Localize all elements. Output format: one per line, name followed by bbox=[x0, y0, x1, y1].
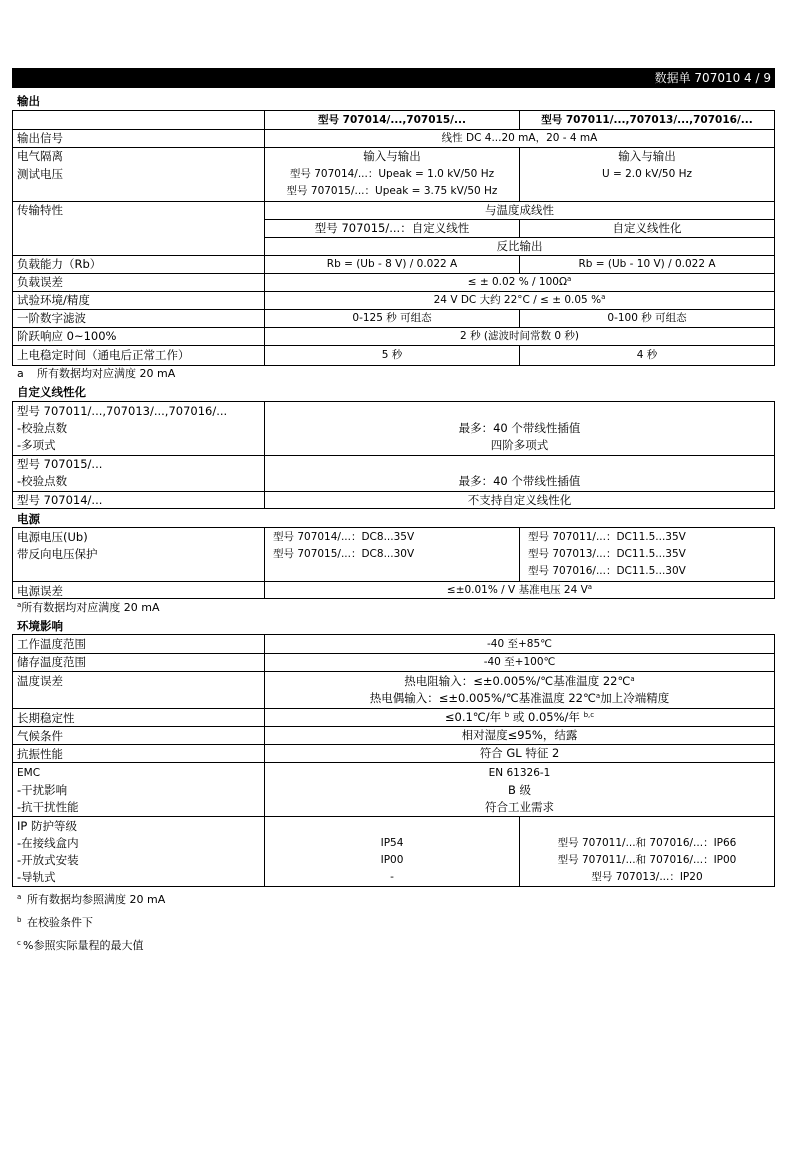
cell-text: 0-125 秒 可组态 bbox=[352, 312, 432, 324]
cell-text: 最多：40 个带线性插值 bbox=[458, 421, 581, 435]
env-table bbox=[12, 634, 775, 887]
row-label: 电气隔离 bbox=[17, 149, 63, 163]
row-divider bbox=[13, 762, 774, 763]
row-label: EMC bbox=[17, 767, 41, 779]
row-divider bbox=[13, 671, 774, 672]
cell-text: 输入与输出 bbox=[618, 149, 676, 163]
col-divider bbox=[519, 528, 520, 581]
row-divider bbox=[13, 744, 774, 745]
row-label: 试验环境/精度 bbox=[17, 293, 90, 307]
cell-text: ≤0.1℃/年 $^b$ 或 0.05%/年 $^{b,c}$ bbox=[444, 710, 595, 724]
row-label: 电源误差 bbox=[17, 584, 63, 598]
page-header-bar bbox=[12, 68, 775, 88]
row-divider bbox=[13, 708, 774, 709]
row-label: -在接线盒内 bbox=[17, 836, 79, 850]
row-label: 测试电压 bbox=[17, 167, 63, 181]
row-label: 负载误差 bbox=[17, 275, 63, 289]
cell-text: 相对湿度≤95%，结露 bbox=[461, 728, 578, 742]
row-divider bbox=[264, 237, 774, 238]
cell-text: 符合工业需求 bbox=[485, 800, 554, 814]
cell-text: 型号 707016/...：DC11.5...30V bbox=[528, 565, 686, 577]
row-divider bbox=[264, 219, 774, 220]
cell-text: 2 秒 (滤波时间常数 0 秒) bbox=[460, 330, 579, 342]
cell-text: 型号 707011/...：DC11.5...35V bbox=[528, 531, 686, 543]
section-title-env: 环境影响 bbox=[17, 619, 63, 633]
row-label: 抗振性能 bbox=[17, 747, 63, 761]
row-label: 型号 707011/...,707013/...,707016/... bbox=[17, 404, 228, 418]
section-title-custom: 自定义线性化 bbox=[17, 385, 86, 399]
row-label: 带反向电压保护 bbox=[17, 547, 98, 561]
footnote-c: $^c$ %参照实际量程的最大值 bbox=[17, 939, 144, 952]
cell-text: - bbox=[390, 871, 394, 883]
cell-text: EN 61326-1 bbox=[488, 767, 551, 779]
cell-text: 四阶多项式 bbox=[490, 438, 549, 452]
row-label: 型号 707015/... bbox=[17, 457, 103, 471]
row-divider bbox=[13, 455, 774, 456]
footnote: $^a$所有数据均对应满度 20 mA bbox=[17, 601, 160, 614]
power-table bbox=[12, 527, 775, 599]
row-label: 气候条件 bbox=[17, 729, 63, 743]
col-header-a: 型号 707014/...,707015/... bbox=[318, 114, 466, 126]
row-label: 上电稳定时间（通电后正常工作） bbox=[17, 348, 190, 362]
row-label: -校验点数 bbox=[17, 474, 68, 488]
cell-text: 型号 707014/...：Upeak = 1.0 kV/50 Hz bbox=[289, 168, 495, 180]
cell-text: 型号 707015/...：DC8...30V bbox=[273, 548, 415, 560]
row-divider bbox=[13, 201, 774, 202]
cell-text: B 级 bbox=[507, 783, 532, 797]
row-divider bbox=[13, 726, 774, 727]
col-header-b: 型号 707011/...,707013/...,707016/... bbox=[541, 114, 753, 126]
cell-text: 型号 707013/...：DC11.5...35V bbox=[528, 548, 686, 560]
row-divider bbox=[13, 653, 774, 654]
row-label: -校验点数 bbox=[17, 421, 68, 435]
section-title-power: 电源 bbox=[17, 512, 40, 526]
row-divider bbox=[13, 255, 774, 256]
row-label: 温度误差 bbox=[17, 674, 63, 688]
row-divider bbox=[13, 291, 774, 292]
row-label: 传输特性 bbox=[17, 203, 63, 217]
row-label: 电源电压(Ub) bbox=[17, 530, 88, 544]
cell-text: ≤ ± 0.02 % / $100\Omega^a$ bbox=[467, 275, 572, 288]
cell-text: 型号 707011/...和 707016/...：IP00 bbox=[557, 854, 737, 866]
footnote-b: $^b$ 在校验条件下 bbox=[17, 916, 93, 929]
cell-text: 最多：40 个带线性插值 bbox=[458, 474, 581, 488]
cell-text: 不支持自定义线性化 bbox=[467, 493, 572, 507]
cell-text: IP00 bbox=[380, 854, 404, 866]
row-label: -导轨式 bbox=[17, 870, 56, 884]
cell-text: 型号 707014/...：DC8...35V bbox=[273, 531, 415, 543]
row-divider bbox=[13, 129, 774, 130]
custom-table bbox=[12, 401, 775, 509]
row-label: 储存温度范围 bbox=[17, 655, 86, 669]
cell-text: 4 秒 bbox=[636, 349, 658, 361]
cell-text: 自定义线性化 bbox=[612, 221, 682, 235]
row-divider bbox=[13, 309, 774, 310]
row-label: -抗干扰性能 bbox=[17, 800, 79, 814]
row-label: 阶跃响应 0~100% bbox=[17, 329, 117, 343]
cell-text: 24 V DC 大约 22°C / ≤ ± 0.05 %$^a$ bbox=[433, 293, 606, 306]
cell-text: -40 至+85℃ bbox=[487, 638, 552, 650]
row-label: -开放式安装 bbox=[17, 853, 79, 867]
cell-text: 0-100 秒 可组态 bbox=[607, 312, 687, 324]
cell-text: IP54 bbox=[380, 837, 404, 849]
header-text: 数据单 707010 4 / 9 bbox=[654, 71, 771, 85]
cell-text: 热电偶输入：≤±0.005%/℃基准温度 22℃$^a$加上冷端精度 bbox=[369, 691, 670, 705]
row-divider bbox=[13, 147, 774, 148]
row-value: 线性 DC 4...20 mA，20 - 4 mA bbox=[441, 132, 598, 144]
cell-text: 热电阻输入：≤±0.005%/℃基准温度 22℃$^a$ bbox=[404, 674, 635, 688]
footnote: a 所有数据均对应满度 20 mA bbox=[17, 367, 176, 380]
cell-text: Rb = (Ub - 8 V) / 0.022 A bbox=[326, 258, 458, 270]
cell-text: 输入与输出 bbox=[363, 149, 421, 163]
cell-text: 型号 707011/...和 707016/...：IP66 bbox=[557, 837, 737, 849]
cell-text: 反比输出 bbox=[496, 239, 543, 253]
row-label: 负载能力（Rb） bbox=[17, 257, 102, 271]
cell-text: U = 2.0 kV/50 Hz bbox=[601, 168, 693, 180]
cell-text: 与温度成线性 bbox=[485, 203, 554, 217]
cell-text: 型号 707015/...：自定义线性 bbox=[314, 221, 470, 235]
row-label: IP 防护等级 bbox=[17, 819, 77, 833]
cell-text: 符合 GL 特征 2 bbox=[479, 746, 560, 760]
cell-text: ≤±0.01% / V 基准电压 24 $V^a$ bbox=[446, 583, 593, 596]
output-table bbox=[12, 110, 775, 366]
row-divider bbox=[13, 327, 774, 328]
row-label: -多项式 bbox=[17, 438, 56, 452]
cell-text: -40 至+100℃ bbox=[483, 656, 556, 668]
row-label: 长期稳定性 bbox=[17, 711, 75, 725]
row-divider bbox=[13, 273, 774, 274]
row-label: 输出信号 bbox=[17, 131, 63, 145]
cell-text: 型号 707013/...：IP20 bbox=[591, 871, 703, 883]
cell-text: Rb = (Ub - 10 V) / 0.022 A bbox=[578, 258, 716, 270]
row-divider bbox=[13, 345, 774, 346]
footnote-a: $^a$ 所有数据均参照满度 20 mA bbox=[17, 893, 166, 906]
row-label: 型号 707014/... bbox=[17, 493, 103, 507]
section-title-output: 输出 bbox=[17, 94, 40, 108]
row-divider bbox=[13, 491, 774, 492]
row-label: -干扰影响 bbox=[17, 783, 68, 797]
row-label: 工作温度范围 bbox=[17, 637, 86, 651]
cell-text: 型号 707015/...：Upeak = 3.75 kV/50 Hz bbox=[286, 185, 498, 197]
row-divider bbox=[13, 816, 774, 817]
row-label: 一阶数字滤波 bbox=[17, 311, 86, 325]
row-divider bbox=[13, 581, 774, 582]
cell-text: 5 秒 bbox=[381, 349, 403, 361]
